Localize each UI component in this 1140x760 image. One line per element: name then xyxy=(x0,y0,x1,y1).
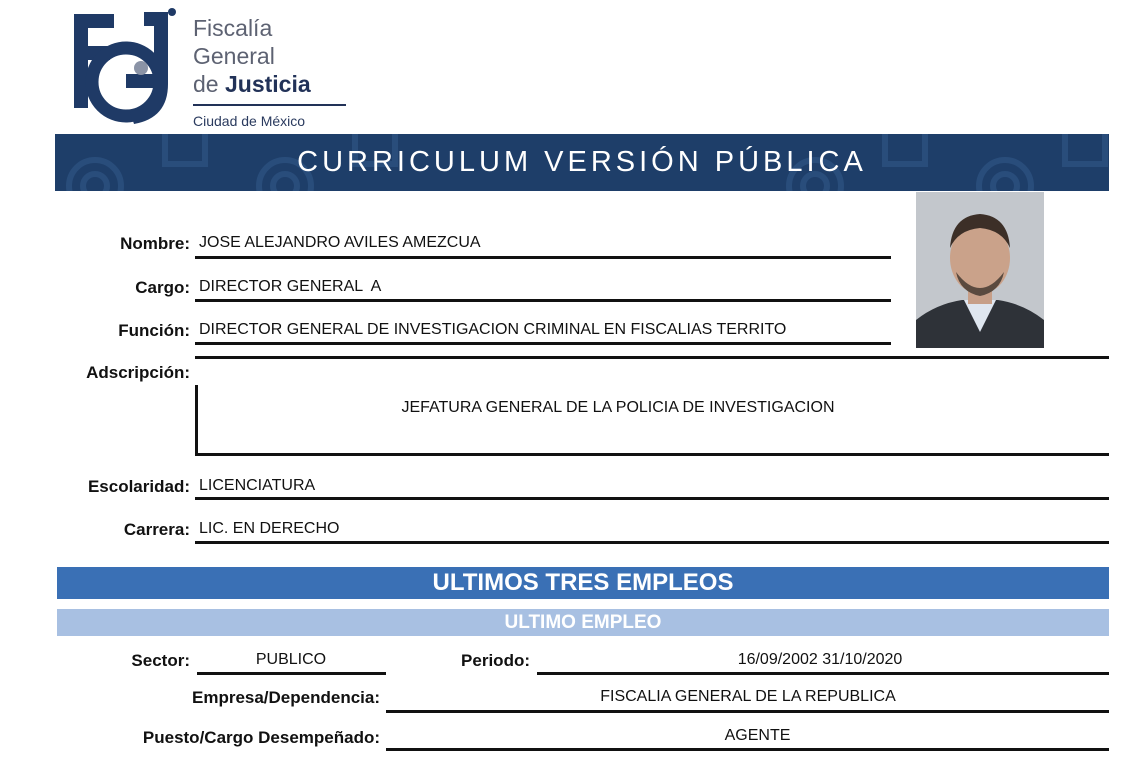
puesto-value: AGENTE xyxy=(724,727,791,744)
cargo-value: DIRECTOR GENERAL A xyxy=(199,278,382,295)
title-banner xyxy=(55,134,1109,191)
puesto-label: Puesto/Cargo Desempeñado: xyxy=(142,728,380,747)
nombre-label: Nombre: xyxy=(120,234,190,253)
sector-label: Sector: xyxy=(131,651,190,670)
person-portrait-icon xyxy=(916,192,1044,348)
fgj-emblem-icon xyxy=(68,8,180,130)
profile-photo xyxy=(916,192,1044,348)
section-ultimos-tres-empleos: ULTIMOS TRES EMPLEOS xyxy=(57,567,1109,599)
empresa-underline xyxy=(386,710,1109,713)
escolaridad-value: LICENCIATURA xyxy=(199,477,316,494)
adscripcion-top-rule xyxy=(195,356,1109,359)
logo-divider xyxy=(193,104,346,106)
logo-city: Ciudad de México xyxy=(193,113,306,129)
funcion-value: DIRECTOR GENERAL DE INVESTIGACION CRIMINAL EN FISCALIAS TERRITO xyxy=(199,321,787,338)
logo-line-3 xyxy=(193,70,311,98)
adscripcion-left-rule xyxy=(195,385,198,456)
adscripcion-label: Adscripción: xyxy=(86,363,190,382)
adscripcion-bottom-rule xyxy=(195,453,1109,456)
funcion-underline xyxy=(195,342,891,345)
funcion-label: Función: xyxy=(118,321,190,340)
logo-line-3-bold: Justicia xyxy=(224,71,311,97)
periodo-value: 16/09/2002 31/10/2020 xyxy=(737,651,903,668)
logo-line-1: Fiscalía xyxy=(193,15,273,41)
sector-underline xyxy=(197,672,386,675)
empresa-label: Empresa/Dependencia: xyxy=(191,688,380,707)
nombre-underline xyxy=(195,256,891,259)
carrera-label: Carrera: xyxy=(123,520,190,539)
adscripcion-value: JEFATURA GENERAL DE LA POLICIA DE INVESTIGACION xyxy=(401,399,835,416)
carrera-underline xyxy=(195,541,1109,544)
empresa-value: FISCALIA GENERAL DE LA REPUBLICA xyxy=(600,688,896,705)
sector-value: PUBLICO xyxy=(255,651,327,668)
fgj-logo-mark xyxy=(68,8,180,130)
puesto-underline xyxy=(386,748,1109,751)
logo-line-2: General xyxy=(193,43,275,69)
periodo-label: Periodo: xyxy=(461,651,530,670)
escolaridad-underline xyxy=(195,497,1109,500)
periodo-underline xyxy=(537,672,1109,675)
carrera-value: LIC. EN DERECHO xyxy=(199,520,340,537)
section-ultimo-empleo: ULTIMO EMPLEO xyxy=(57,609,1109,636)
escolaridad-label: Escolaridad: xyxy=(87,477,190,496)
cargo-underline xyxy=(195,299,891,302)
page-title: CURRICULUM VERSIÓN PÚBLICA xyxy=(297,146,867,178)
cargo-label: Cargo: xyxy=(135,278,190,297)
logo-wordmark xyxy=(193,14,311,98)
logo-line-3-prefix: de xyxy=(193,71,219,97)
nombre-value: JOSE ALEJANDRO AVILES AMEZCUA xyxy=(199,234,481,251)
